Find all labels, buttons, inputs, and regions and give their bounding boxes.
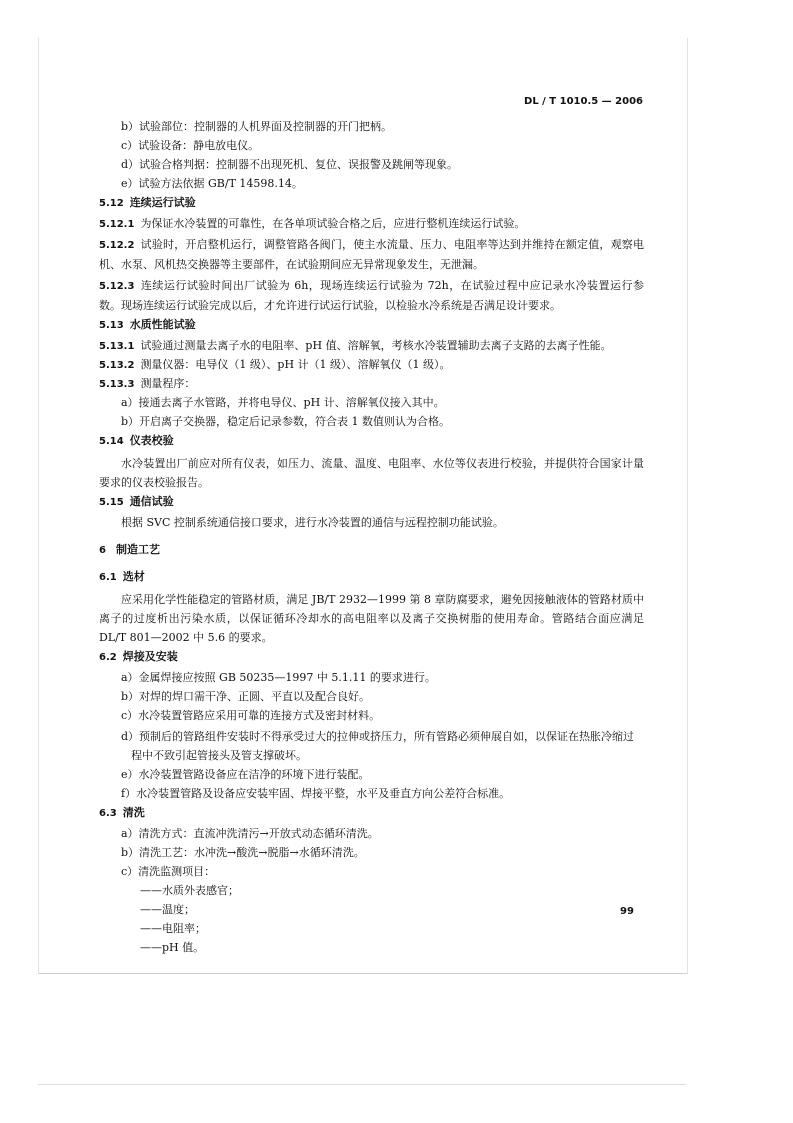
section-heading bbox=[99, 569, 644, 584]
paragraph: 水冷装置出厂前应对所有仪表，如压力、流量、温度、电阻率、水位等仪表进行校验，并提供符合国家计量要求的仪表校验报告。 bbox=[99, 457, 644, 489]
numbered-clause bbox=[99, 216, 644, 231]
clause-number: 5.12.2 bbox=[99, 240, 135, 251]
clause-text: 为保证水冷装置的可靠性，在各单项试验合格之后，应进行整机连续运行试验。 bbox=[140, 217, 526, 230]
list-item: b）试验部位：控制器的人机界面及控制器的开门把柄。 bbox=[121, 120, 393, 133]
chapter-number: 6 bbox=[99, 545, 106, 556]
list-item: ——pH 值。 bbox=[140, 941, 205, 954]
section-title: 连续运行试验 bbox=[129, 196, 196, 209]
section-heading bbox=[99, 494, 644, 509]
section-heading bbox=[99, 805, 644, 820]
section-title: 水质性能试验 bbox=[129, 318, 196, 331]
list-item: b）开启离子交换器，稳定后记录参数，符合表 1 数值则认为合格。 bbox=[121, 415, 451, 428]
list-item: a）接通去离子水管路，并将电导仪、pH 计、溶解氧仪接入其中。 bbox=[121, 396, 445, 409]
list-item: ——电阻率； bbox=[140, 922, 206, 935]
list-item: c）水冷装置管路应采用可靠的连接方式及密封材料。 bbox=[121, 709, 381, 722]
clause-number: 5.13.1 bbox=[99, 341, 135, 352]
numbered-clause bbox=[99, 338, 644, 353]
numbered-clause bbox=[99, 376, 644, 391]
chapter-heading bbox=[99, 542, 644, 557]
list-item: a）金属焊接应按照 GB 50235—1997 中 5.1.11 的要求进行。 bbox=[121, 671, 436, 684]
clause-number: 5.12.3 bbox=[99, 281, 135, 292]
clause-text: 测量仪器：电导仪（1 级）、pH 计（1 级）、溶解氧仪（1 级）。 bbox=[140, 358, 451, 371]
section-title: 通信试验 bbox=[129, 495, 174, 508]
standard-code-header: DL / T 1010.5 — 2006 bbox=[524, 96, 643, 107]
section-heading bbox=[99, 649, 644, 664]
clause-text: 连续运行试验时间出厂试验为 6h，现场连续运行试验为 72h，在试验过程中应记录水冷装置运行参数。现场连续运行试验完成以后，才允许进行试运行试验，以检验水冷系统是否满足设计要求。 bbox=[99, 279, 644, 312]
list-item: b）清洗工艺：水冲洗→酸洗→脱脂→水循环清洗。 bbox=[121, 846, 365, 859]
clause-number: 5.12.1 bbox=[99, 219, 135, 230]
list-item: b）对焊的焊口需干净、正圆、平直以及配合良好。 bbox=[121, 690, 371, 703]
section-title: 仪表校验 bbox=[129, 434, 174, 447]
list-item: c）试验设备：静电放电仪。 bbox=[121, 139, 260, 152]
page-number: 99 bbox=[620, 906, 634, 917]
section-number: 5.13 bbox=[99, 320, 124, 331]
numbered-clause bbox=[99, 235, 644, 274]
section-title: 清洗 bbox=[122, 806, 145, 819]
section-number: 6.1 bbox=[99, 572, 117, 583]
paragraph: 应采用化学性能稳定的管路材质，满足 JB/T 2932—1999 第 8 章防腐要求，避免因接触液体的管路材质中离子的过度析出污染水质，以保证循环冷却水的高电阻率以及离子交换树脂的使用寿命。管路结合面应满足 DL/T 801—2002 中 5.6 的要求。 bbox=[99, 593, 644, 644]
list-item: a）清洗方式：直流冲洗清污→开放式动态循环清洗。 bbox=[121, 827, 379, 840]
list-item: d）试验合格判据：控制器不出现死机、复位、误报警及跳闸等现象。 bbox=[121, 158, 459, 171]
list-item: 根据 SVC 控制系统通信接口要求，进行水冷装置的通信与远程控制功能试验。 bbox=[121, 516, 504, 529]
clause-text: 试验通过测量去离子水的电阻率、pH 值、溶解氧，考核水冷装置辅助去离子支路的去离子性能。 bbox=[140, 339, 612, 352]
section-number: 5.15 bbox=[99, 497, 124, 508]
list-item: ——水质外表感官； bbox=[140, 884, 239, 897]
clause-number: 5.13.2 bbox=[99, 360, 135, 371]
section-number: 6.3 bbox=[99, 808, 117, 819]
section-title: 焊接及安装 bbox=[122, 650, 178, 663]
numbered-clause bbox=[99, 276, 644, 315]
section-title: 选材 bbox=[122, 570, 145, 583]
list-item: ——温度； bbox=[140, 903, 195, 916]
clause-text: 测量程序： bbox=[140, 377, 196, 390]
section-number: 6.2 bbox=[99, 652, 117, 663]
chapter-title: 制造工艺 bbox=[115, 543, 160, 556]
section-heading bbox=[99, 317, 644, 332]
section-heading bbox=[99, 195, 644, 210]
section-number: 5.14 bbox=[99, 436, 124, 447]
section-number: 5.12 bbox=[99, 198, 124, 209]
list-item: e）试验方法依据 GB/T 14598.14。 bbox=[121, 177, 303, 190]
clause-number: 5.13.3 bbox=[99, 379, 135, 390]
list-item: c）清洗监测项目： bbox=[121, 865, 216, 878]
list-item: f）水冷装置管路及设备应安装牢固、焊接平整，水平及垂直方向公差符合标准。 bbox=[121, 787, 511, 800]
clause-text: 试验时，开启整机运行，调整管路各阀门，使主水流量、压力、电阻率等达到并维持在额定值，观察电机、水泵、风机热交换器等主要部件，在试验期间应无异常现象发生，无泄漏。 bbox=[99, 238, 644, 271]
section-heading bbox=[99, 433, 644, 448]
document-page bbox=[99, 96, 644, 959]
bottom-rule bbox=[38, 1084, 686, 1085]
list-item-wrapped: d）预制后的管路组件安装时不得承受过大的拉伸或挤压力，所有管路必须伸展自如，以保证在热胀冷缩过程中不致引起管接头及管支撑破坏。 bbox=[121, 730, 635, 762]
document-body bbox=[99, 119, 644, 955]
numbered-clause bbox=[99, 357, 644, 372]
list-item: e）水冷装置管路设备应在洁净的环境下进行装配。 bbox=[121, 768, 370, 781]
